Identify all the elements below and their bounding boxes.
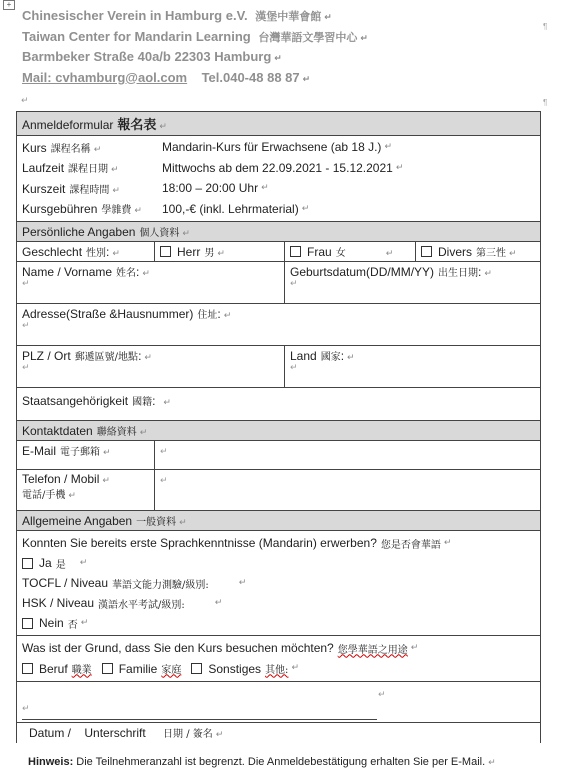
tocfl-level[interactable]: TOCFL / Niveau 華語文能力測驗/級別: ↵: [22, 576, 247, 591]
margin-mark: ¶: [543, 22, 548, 31]
divers-checkbox[interactable]: [421, 246, 432, 257]
plz-ort-field[interactable]: PLZ / Ort 郵遞區號/地點: ↵ ↵: [17, 346, 285, 388]
paragraph-mark: ↵: [21, 96, 29, 106]
course-info: [17, 136, 541, 222]
birthdate-field[interactable]: Geburtsdatum(DD/MM/YY) 出生日期: ↵ ↵: [285, 262, 541, 304]
course-row: Laufzeit 課程日期 ↵ Mittwochs ab dem 22.09.2021 - 15.12.2021 ↵: [22, 160, 404, 176]
language-knowledge: [17, 531, 541, 636]
beruf-checkbox[interactable]: [22, 663, 33, 674]
sonstiges-checkbox[interactable]: [191, 663, 202, 674]
citizenship-field[interactable]: Staatsangehörigkeit 國籍: ↵: [17, 388, 541, 421]
phone-label: Telefon / Mobil ↵ 電話/手機 ↵: [17, 470, 155, 511]
course-row: Kurszeit 課程時間 ↵ 18:00 – 20:00 Uhr ↵: [22, 181, 269, 196]
signature-area[interactable]: ↵ ↵: [17, 682, 541, 723]
frau-checkbox[interactable]: [290, 246, 301, 257]
email-label: E-Mail 電子郵箱 ↵: [17, 441, 155, 470]
familie-checkbox[interactable]: [102, 663, 113, 674]
header-contact: Mail: cvhamburg@aol.com Tel.040-48 88 87 ↵: [22, 69, 311, 85]
footer-bold: Hinweis:: [28, 756, 74, 768]
familie-option[interactable]: Familie 家庭: [102, 661, 182, 676]
course-row: Kurs 課程名稱 ↵ Mandarin-Kurs für Erwachsene (ab 18 J.) ↵: [22, 140, 392, 155]
section-contact: Kontaktdaten 聯絡資料 ↵: [17, 421, 541, 441]
tel-text: Tel.040-48 88 87: [201, 69, 300, 85]
section-personal: Persönliche Angaben 個人資料 ↵: [17, 222, 541, 242]
signature-label-cell: Datum / Unterschrift 日期 / 簽名 ↵: [17, 723, 541, 743]
footer-text: Die Teilnehmeranzahl ist begrenzt. Die Anmeldebestätigung erhalten Sie per E-Mail.: [76, 756, 486, 768]
signature-line: ↵: [22, 700, 377, 720]
ja-checkbox[interactable]: [22, 558, 33, 569]
nein-checkbox[interactable]: [22, 618, 33, 629]
address-field[interactable]: Adresse(Straße &Hausnummer) 住址: ↵ ↵: [17, 304, 541, 346]
section-general: Allgemeine Angaben 一般資料 ↵: [17, 511, 541, 531]
org-name-de: Chinesischer Verein in Hamburg e.V.: [22, 8, 248, 23]
header-address: Barmbeker Straße 40a/b 22303 Hamburg ↵: [22, 49, 282, 64]
ja-option[interactable]: Ja 是 ↵: [22, 553, 535, 573]
gender-label: Geschlecht 性別: ↵: [17, 242, 155, 262]
center-name-cn: 台灣華語文學習中心: [258, 30, 358, 44]
question-reason: Was ist der Grund, dass Sie den Kurs besuchen möchten? 您學華語之用途 ↵: [22, 641, 419, 656]
course-row: Kursgebühren 學雜費 ↵ 100,-€ (inkl. Lehrmaterial) ↵: [22, 201, 310, 217]
email-input[interactable]: ↵: [155, 441, 541, 470]
form-title: Anmeldeformular 報名表 ↵: [17, 112, 541, 136]
table-move-handle[interactable]: +: [3, 0, 15, 10]
signature-label: Datum / Unterschrift: [29, 726, 146, 740]
footer-note: Hinweis: Die Teilnehmeranzahl ist begrenzt. Die Anmeldebestätigung erhalten Sie per E-Mail. ↵: [28, 756, 496, 768]
header-center: Taiwan Center for Mandarin Learning 台灣華語文學習中心 ↵: [22, 28, 368, 44]
registration-form: [16, 111, 541, 743]
course-reason: [17, 636, 541, 682]
beruf-option[interactable]: Beruf 職業: [22, 661, 92, 676]
name-field[interactable]: Name / Vorname 姓名: ↵ ↵: [17, 262, 285, 304]
mail-link[interactable]: Mail: cvhamburg@aol.com: [22, 69, 188, 85]
gender-herr-option[interactable]: Herr 男 ↵: [155, 242, 285, 262]
gender-divers-option[interactable]: Divers 第三性 ↵: [416, 242, 541, 262]
hsk-level[interactable]: HSK / Niveau 漢語水平考試/級別: ↵: [22, 596, 223, 611]
center-name-en: Taiwan Center for Mandarin Learning: [22, 28, 251, 44]
land-field[interactable]: Land 國家: ↵ ↵: [285, 346, 541, 388]
reason-options: Beruf 職業 Familie 家庭 Sonstiges 其他: ↵: [22, 658, 535, 678]
gender-frau-option[interactable]: Frau 女 ↵: [285, 242, 416, 262]
margin-mark: ¶: [543, 98, 548, 107]
phone-input[interactable]: ↵: [155, 470, 541, 511]
header-org: Chinesischer Verein in Hamburg e.V. 漢堡中華會館 ↵: [22, 8, 332, 23]
herr-checkbox[interactable]: [160, 246, 171, 257]
question-knowledge: Konnten Sie bereits erste Sprachkenntnisse (Mandarin) erwerben? 您是否會華語 ↵: [22, 536, 452, 551]
letterhead: [22, 8, 542, 90]
signature-label-cn: 日期 / 簽名: [163, 729, 213, 740]
nein-option[interactable]: Nein 否 ↵: [22, 613, 535, 633]
sonstiges-option[interactable]: Sonstiges 其他:: [191, 661, 288, 676]
org-name-cn: 漢堡中華會館: [255, 10, 322, 23]
address-text: Barmbeker Straße 40a/b 22303 Hamburg: [22, 49, 272, 64]
